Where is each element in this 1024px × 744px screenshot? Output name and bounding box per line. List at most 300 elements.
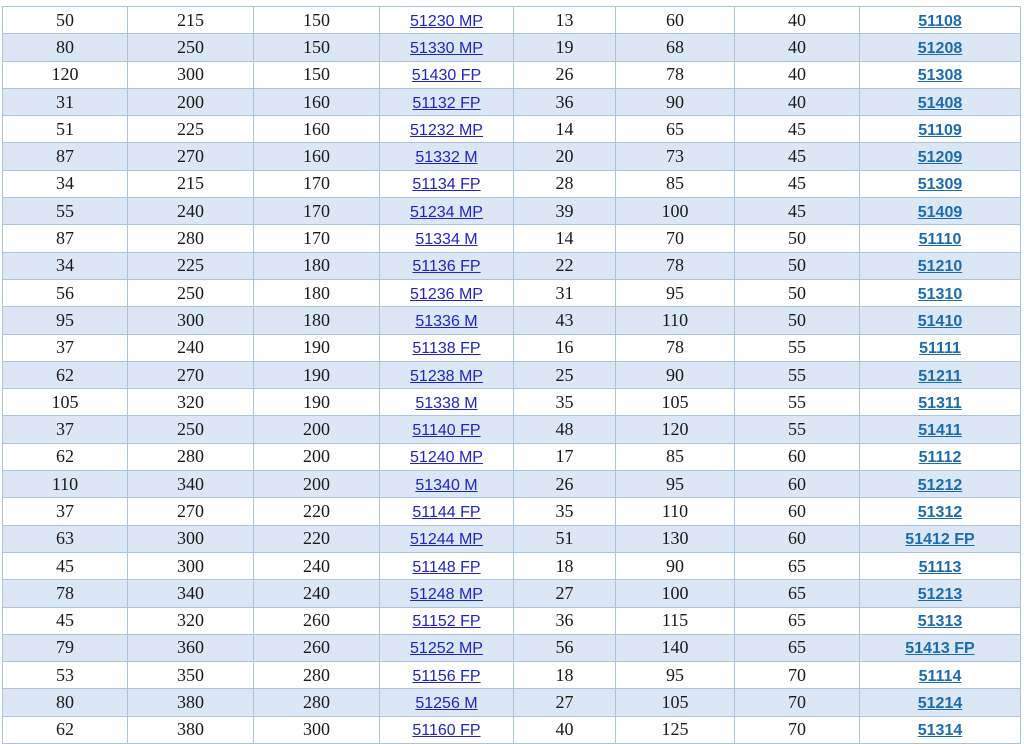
table-cell bbox=[380, 716, 514, 743]
table-cell: 35 bbox=[514, 389, 616, 416]
table-cell bbox=[860, 116, 1021, 143]
table-cell: 190 bbox=[254, 389, 380, 416]
table-cell: 45 bbox=[735, 116, 860, 143]
bearing-link[interactable]: 51240 MP bbox=[410, 449, 483, 467]
table-cell: 55 bbox=[735, 334, 860, 361]
table-cell: 220 bbox=[254, 498, 380, 525]
table-cell: 65 bbox=[735, 580, 860, 607]
bearing-series-link[interactable]: 51411 bbox=[918, 422, 962, 440]
table-cell: 70 bbox=[735, 689, 860, 716]
table-cell: 27 bbox=[514, 689, 616, 716]
bearing-link[interactable]: 51138 FP bbox=[412, 340, 481, 358]
table-cell bbox=[860, 443, 1021, 470]
table-cell: 36 bbox=[514, 88, 616, 115]
table-cell: 37 bbox=[3, 498, 128, 525]
bearing-series-link[interactable]: 51210 bbox=[917, 258, 963, 276]
table-cell: 87 bbox=[3, 225, 128, 252]
table-cell: 90 bbox=[616, 361, 735, 388]
table-row bbox=[3, 334, 1021, 361]
bearing-link[interactable]: 51238 MP bbox=[410, 367, 483, 385]
table-row bbox=[3, 252, 1021, 279]
table-cell: 240 bbox=[254, 552, 380, 579]
table-cell: 300 bbox=[128, 552, 254, 579]
table-cell: 78 bbox=[3, 580, 128, 607]
bearing-series-link[interactable]: 51408 bbox=[917, 94, 963, 112]
table-cell bbox=[860, 198, 1021, 225]
table-cell: 40 bbox=[514, 716, 616, 743]
table-cell bbox=[860, 279, 1021, 306]
table-cell: 240 bbox=[254, 580, 380, 607]
table-cell bbox=[860, 498, 1021, 525]
table-cell: 70 bbox=[735, 662, 860, 689]
table-cell bbox=[380, 334, 514, 361]
table-cell: 280 bbox=[254, 689, 380, 716]
bearing-link[interactable]: 51134 FP bbox=[412, 176, 481, 194]
table-cell: 36 bbox=[514, 607, 616, 634]
bearing-link[interactable]: 51430 FP bbox=[411, 67, 482, 85]
table-cell: 90 bbox=[616, 552, 735, 579]
table-row bbox=[3, 471, 1021, 498]
table-cell: 170 bbox=[254, 198, 380, 225]
table-cell bbox=[380, 170, 514, 197]
table-row bbox=[3, 634, 1021, 661]
table-cell: 60 bbox=[735, 525, 860, 552]
bearing-series-link[interactable]: 51312 bbox=[917, 503, 963, 521]
table-cell: 60 bbox=[616, 7, 735, 34]
table-cell: 50 bbox=[735, 252, 860, 279]
table-cell: 78 bbox=[616, 252, 735, 279]
table-cell bbox=[380, 607, 514, 634]
table-cell: 55 bbox=[735, 361, 860, 388]
table-cell bbox=[380, 634, 514, 661]
table-cell: 95 bbox=[616, 471, 735, 498]
table-cell: 70 bbox=[735, 716, 860, 743]
table-cell: 65 bbox=[735, 607, 860, 634]
table-cell: 87 bbox=[3, 143, 128, 170]
table-row bbox=[3, 88, 1021, 115]
table-cell: 26 bbox=[514, 61, 616, 88]
table-cell bbox=[860, 416, 1021, 443]
table-cell bbox=[380, 662, 514, 689]
bearing-link[interactable]: 51244 MP bbox=[410, 531, 483, 549]
table-cell: 130 bbox=[616, 525, 735, 552]
table-cell: 60 bbox=[735, 498, 860, 525]
table-body bbox=[3, 7, 1021, 744]
table-cell: 300 bbox=[128, 61, 254, 88]
table-cell: 37 bbox=[3, 334, 128, 361]
table-cell: 95 bbox=[616, 279, 735, 306]
table-cell: 85 bbox=[616, 170, 735, 197]
table-cell: 56 bbox=[3, 279, 128, 306]
table-cell: 31 bbox=[514, 279, 616, 306]
table-cell bbox=[860, 361, 1021, 388]
table-row bbox=[3, 662, 1021, 689]
table-cell bbox=[380, 198, 514, 225]
table-cell: 63 bbox=[3, 525, 128, 552]
table-cell bbox=[860, 7, 1021, 34]
table-cell bbox=[860, 471, 1021, 498]
table-cell: 350 bbox=[128, 662, 254, 689]
bearing-series-link[interactable]: 51410 bbox=[917, 312, 963, 330]
table-cell: 51 bbox=[3, 116, 128, 143]
table-cell bbox=[380, 307, 514, 334]
table-cell: 150 bbox=[254, 7, 380, 34]
table-cell bbox=[860, 170, 1021, 197]
table-cell bbox=[380, 88, 514, 115]
table-cell: 225 bbox=[128, 116, 254, 143]
table-cell: 50 bbox=[735, 225, 860, 252]
table-cell: 160 bbox=[254, 116, 380, 143]
table-cell: 300 bbox=[254, 716, 380, 743]
table-row bbox=[3, 279, 1021, 306]
table-cell: 65 bbox=[735, 552, 860, 579]
table-cell: 180 bbox=[254, 252, 380, 279]
bearing-link[interactable]: 51338 M bbox=[415, 394, 478, 412]
table-cell: 180 bbox=[254, 279, 380, 306]
table-cell: 340 bbox=[128, 580, 254, 607]
table-cell: 25 bbox=[514, 361, 616, 388]
table-cell: 14 bbox=[514, 116, 616, 143]
bearing-link[interactable]: 51132 FP bbox=[412, 94, 481, 112]
table-cell: 150 bbox=[254, 61, 380, 88]
bearing-series-link[interactable]: 51208 bbox=[917, 39, 963, 57]
bearing-series-link[interactable]: 51213 bbox=[917, 585, 963, 603]
bearing-link[interactable]: 51252 MP bbox=[410, 640, 483, 658]
table-cell: 200 bbox=[254, 416, 380, 443]
table-cell: 73 bbox=[616, 143, 735, 170]
table-cell: 51 bbox=[514, 525, 616, 552]
bearing-link[interactable]: 51336 M bbox=[415, 312, 478, 330]
table-cell bbox=[380, 7, 514, 34]
table-cell: 22 bbox=[514, 252, 616, 279]
table-cell: 110 bbox=[616, 307, 735, 334]
bearing-series-link[interactable]: 51308 bbox=[917, 67, 963, 85]
table-cell: 260 bbox=[254, 607, 380, 634]
table-cell: 240 bbox=[128, 334, 254, 361]
table-cell: 160 bbox=[254, 143, 380, 170]
table-cell bbox=[380, 361, 514, 388]
table-row bbox=[3, 307, 1021, 334]
table-container bbox=[2, 6, 1021, 744]
table-cell: 240 bbox=[128, 198, 254, 225]
table-row bbox=[3, 416, 1021, 443]
table-cell: 300 bbox=[128, 525, 254, 552]
table-cell: 50 bbox=[3, 7, 128, 34]
bearing-link[interactable]: 51156 FP bbox=[412, 667, 481, 685]
bearing-series-link[interactable]: 51209 bbox=[917, 149, 963, 167]
table-cell: 140 bbox=[616, 634, 735, 661]
table-cell: 280 bbox=[254, 662, 380, 689]
table-cell: 250 bbox=[128, 416, 254, 443]
table-cell: 250 bbox=[128, 279, 254, 306]
table-row bbox=[3, 143, 1021, 170]
table-cell: 79 bbox=[3, 634, 128, 661]
table-cell bbox=[860, 607, 1021, 634]
table-cell: 320 bbox=[128, 389, 254, 416]
bearing-link[interactable]: 51256 M bbox=[415, 695, 478, 713]
bearing-link[interactable]: 51236 MP bbox=[410, 285, 483, 303]
table-cell: 270 bbox=[128, 498, 254, 525]
table-cell: 120 bbox=[3, 61, 128, 88]
table-cell bbox=[860, 34, 1021, 61]
table-cell bbox=[380, 525, 514, 552]
table-row bbox=[3, 389, 1021, 416]
table-cell: 27 bbox=[514, 580, 616, 607]
table-cell: 280 bbox=[128, 225, 254, 252]
bearing-series-link[interactable]: 51310 bbox=[917, 285, 963, 303]
table-cell: 200 bbox=[254, 471, 380, 498]
table-cell: 68 bbox=[616, 34, 735, 61]
bearing-link[interactable]: 51230 MP bbox=[410, 12, 483, 30]
table-cell bbox=[860, 689, 1021, 716]
table-cell: 170 bbox=[254, 225, 380, 252]
table-cell: 110 bbox=[616, 498, 735, 525]
table-cell: 45 bbox=[735, 198, 860, 225]
bearing-link[interactable]: 51136 FP bbox=[412, 258, 481, 276]
table-row bbox=[3, 498, 1021, 525]
table-cell: 105 bbox=[616, 689, 735, 716]
table-row bbox=[3, 607, 1021, 634]
table-cell: 28 bbox=[514, 170, 616, 197]
table-cell: 62 bbox=[3, 716, 128, 743]
table-cell bbox=[380, 225, 514, 252]
table-cell: 78 bbox=[616, 334, 735, 361]
bearing-link[interactable]: 51148 FP bbox=[412, 558, 481, 576]
bearing-series-link[interactable]: 51110 bbox=[918, 231, 962, 249]
table-cell: 78 bbox=[616, 61, 735, 88]
bearing-series-link[interactable]: 51413 FP bbox=[905, 640, 975, 658]
table-cell: 13 bbox=[514, 7, 616, 34]
table-cell bbox=[860, 580, 1021, 607]
table-row bbox=[3, 716, 1021, 743]
table-cell: 100 bbox=[616, 198, 735, 225]
table-cell: 39 bbox=[514, 198, 616, 225]
table-cell bbox=[380, 389, 514, 416]
bearing-link[interactable]: 51330 MP bbox=[410, 39, 483, 57]
table-cell: 34 bbox=[3, 170, 128, 197]
table-cell: 45 bbox=[735, 170, 860, 197]
table-cell: 40 bbox=[735, 7, 860, 34]
table-cell: 105 bbox=[3, 389, 128, 416]
table-cell: 340 bbox=[128, 471, 254, 498]
table-cell bbox=[860, 716, 1021, 743]
table-cell: 380 bbox=[128, 689, 254, 716]
table-cell: 80 bbox=[3, 689, 128, 716]
table-cell bbox=[380, 61, 514, 88]
bearing-link[interactable]: 51334 M bbox=[415, 231, 478, 249]
table-cell: 170 bbox=[254, 170, 380, 197]
table-cell bbox=[860, 143, 1021, 170]
bearing-series-link[interactable]: 51111 bbox=[919, 340, 961, 358]
bearing-link[interactable]: 51144 FP bbox=[412, 503, 481, 521]
table-cell: 55 bbox=[735, 389, 860, 416]
table-cell: 150 bbox=[254, 34, 380, 61]
table-cell: 55 bbox=[3, 198, 128, 225]
bearing-series-link[interactable]: 51313 bbox=[917, 613, 963, 631]
table-cell bbox=[380, 279, 514, 306]
table-row bbox=[3, 552, 1021, 579]
table-cell bbox=[860, 389, 1021, 416]
bearing-series-link[interactable]: 51112 bbox=[918, 449, 962, 467]
table-cell: 220 bbox=[254, 525, 380, 552]
table-row bbox=[3, 225, 1021, 252]
table-cell: 180 bbox=[254, 307, 380, 334]
table-row bbox=[3, 580, 1021, 607]
table-cell: 115 bbox=[616, 607, 735, 634]
table-row bbox=[3, 116, 1021, 143]
table-cell: 20 bbox=[514, 143, 616, 170]
bearing-series-link[interactable]: 51113 bbox=[918, 558, 962, 576]
table-cell: 45 bbox=[3, 552, 128, 579]
table-cell bbox=[860, 662, 1021, 689]
table-cell: 16 bbox=[514, 334, 616, 361]
table-cell: 320 bbox=[128, 607, 254, 634]
table-cell: 80 bbox=[3, 34, 128, 61]
bearing-link[interactable]: 51140 FP bbox=[412, 422, 481, 440]
table-cell bbox=[380, 34, 514, 61]
table-cell: 17 bbox=[514, 443, 616, 470]
table-cell: 65 bbox=[735, 634, 860, 661]
table-cell: 125 bbox=[616, 716, 735, 743]
bearing-series-link[interactable]: 51311 bbox=[918, 394, 962, 412]
table-cell: 50 bbox=[735, 279, 860, 306]
table-cell: 45 bbox=[735, 143, 860, 170]
table-cell: 215 bbox=[128, 170, 254, 197]
bearing-link[interactable]: 51232 MP bbox=[410, 121, 483, 139]
bearing-series-link[interactable]: 51314 bbox=[917, 722, 963, 740]
table-cell: 34 bbox=[3, 252, 128, 279]
table-cell bbox=[860, 225, 1021, 252]
bearing-series-link[interactable]: 51412 FP bbox=[905, 531, 975, 549]
table-row bbox=[3, 361, 1021, 388]
table-cell: 40 bbox=[735, 61, 860, 88]
table-cell: 225 bbox=[128, 252, 254, 279]
table-cell: 18 bbox=[514, 662, 616, 689]
bearing-series-link[interactable]: 51409 bbox=[917, 203, 963, 221]
bearing-series-link[interactable]: 51109 bbox=[918, 121, 962, 139]
table-cell: 190 bbox=[254, 334, 380, 361]
table-cell: 95 bbox=[616, 662, 735, 689]
table-row bbox=[3, 689, 1021, 716]
bearing-series-link[interactable]: 51212 bbox=[917, 476, 963, 494]
table-cell: 43 bbox=[514, 307, 616, 334]
table-row bbox=[3, 198, 1021, 225]
table-cell: 380 bbox=[128, 716, 254, 743]
table-cell: 160 bbox=[254, 88, 380, 115]
table-cell: 65 bbox=[616, 116, 735, 143]
table-cell bbox=[860, 334, 1021, 361]
table-row bbox=[3, 443, 1021, 470]
table-cell: 215 bbox=[128, 7, 254, 34]
table-cell bbox=[380, 416, 514, 443]
table-cell bbox=[860, 252, 1021, 279]
bearing-link[interactable]: 51340 M bbox=[415, 476, 478, 494]
table-cell: 40 bbox=[735, 88, 860, 115]
table-cell: 50 bbox=[735, 307, 860, 334]
table-cell bbox=[380, 580, 514, 607]
table-cell: 18 bbox=[514, 552, 616, 579]
table-cell: 200 bbox=[128, 88, 254, 115]
table-cell: 250 bbox=[128, 34, 254, 61]
table-cell: 300 bbox=[128, 307, 254, 334]
table-cell: 31 bbox=[3, 88, 128, 115]
table-cell: 48 bbox=[514, 416, 616, 443]
table-cell: 14 bbox=[514, 225, 616, 252]
table-cell: 37 bbox=[3, 416, 128, 443]
table-cell bbox=[380, 116, 514, 143]
table-cell: 105 bbox=[616, 389, 735, 416]
table-cell: 55 bbox=[735, 416, 860, 443]
table-cell bbox=[380, 552, 514, 579]
bearing-series-link[interactable]: 51214 bbox=[917, 695, 963, 713]
table-cell: 200 bbox=[254, 443, 380, 470]
table-cell: 62 bbox=[3, 361, 128, 388]
table-cell bbox=[380, 443, 514, 470]
bearing-link[interactable]: 51248 MP bbox=[410, 585, 483, 603]
bearing-series-link[interactable]: 51211 bbox=[918, 367, 962, 385]
table-cell bbox=[860, 61, 1021, 88]
table-cell: 26 bbox=[514, 471, 616, 498]
table-cell: 40 bbox=[735, 34, 860, 61]
table-cell: 100 bbox=[616, 580, 735, 607]
table-row bbox=[3, 61, 1021, 88]
table-cell bbox=[380, 498, 514, 525]
table-row bbox=[3, 7, 1021, 34]
table-cell: 260 bbox=[254, 634, 380, 661]
bearing-link[interactable]: 51332 M bbox=[415, 149, 478, 167]
table-cell: 190 bbox=[254, 361, 380, 388]
table-cell: 120 bbox=[616, 416, 735, 443]
table-cell: 62 bbox=[3, 443, 128, 470]
table-cell bbox=[860, 307, 1021, 334]
table-cell: 70 bbox=[616, 225, 735, 252]
table-row bbox=[3, 525, 1021, 552]
table-cell bbox=[860, 634, 1021, 661]
table-cell: 270 bbox=[128, 143, 254, 170]
table-row bbox=[3, 34, 1021, 61]
table-row bbox=[3, 170, 1021, 197]
table-cell: 35 bbox=[514, 498, 616, 525]
table-cell: 53 bbox=[3, 662, 128, 689]
bearing-series-link[interactable]: 51114 bbox=[918, 667, 962, 685]
table-cell: 60 bbox=[735, 471, 860, 498]
table-cell: 270 bbox=[128, 361, 254, 388]
table-cell bbox=[860, 552, 1021, 579]
table-cell: 90 bbox=[616, 88, 735, 115]
table-cell bbox=[380, 143, 514, 170]
bearing-link[interactable]: 51234 MP bbox=[410, 203, 483, 221]
table-cell: 360 bbox=[128, 634, 254, 661]
bearing-series-link[interactable]: 51108 bbox=[918, 12, 962, 30]
table-cell bbox=[860, 88, 1021, 115]
table-cell: 19 bbox=[514, 34, 616, 61]
bearing-data-table bbox=[2, 6, 1021, 744]
table-cell: 85 bbox=[616, 443, 735, 470]
table-cell: 280 bbox=[128, 443, 254, 470]
table-cell: 95 bbox=[3, 307, 128, 334]
bearing-link[interactable]: 51160 FP bbox=[412, 722, 481, 740]
table-cell: 60 bbox=[735, 443, 860, 470]
table-cell bbox=[380, 471, 514, 498]
table-cell bbox=[860, 525, 1021, 552]
table-cell: 56 bbox=[514, 634, 616, 661]
table-cell: 110 bbox=[3, 471, 128, 498]
table-cell bbox=[380, 252, 514, 279]
bearing-link[interactable]: 51152 FP bbox=[412, 613, 481, 631]
table-cell: 45 bbox=[3, 607, 128, 634]
bearing-series-link[interactable]: 51309 bbox=[917, 176, 963, 194]
table-cell bbox=[380, 689, 514, 716]
